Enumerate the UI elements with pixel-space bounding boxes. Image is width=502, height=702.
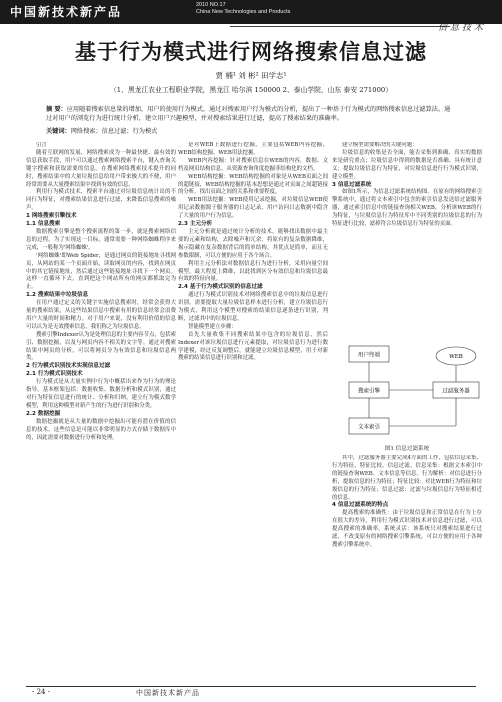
figure-caption: 图1 信息过滤系统 [384,446,430,452]
body-paragraph: 在用户通过定义的关键字实施信息搜索时，经常会获得大量的搜索结果，从这些结果信息中搜索有用的信息经常会浪费用户大量的时间和精力。对于用户来说，没有利用价值的信息可以认为是无效搜索信息，我们称之为垃圾信息。 [26,300,176,330]
body-paragraph: 利用主元分析法对数据信息行为进行分析，采用向量空间模型，最大程度上降维，以此找到区分有效信息和垃圾信息最有效的特征向量。 [178,260,328,283]
keywords-text: 网络搜索；信息过滤；行为模式 [70,128,158,135]
body-paragraph: 数据搜索引擎是整个搜索流程的第一步，就是搜索网络信息的过程。为了实现这一目标，通常需要一种网络蜘蛛程序来完成，一般称为'网络蜘蛛'。 [26,228,176,251]
text-column-1 [26,142,176,674]
keywords-label: 关键词： [46,128,71,135]
page-number: - 24 - [32,688,51,696]
section-heading: 3 信息过滤系统 [332,181,372,188]
article-affiliations: （1、黑龙江农业工程职业学院，黑龙江 哈尔滨 150000 2、泰山学院，山东 泰安 271000） [109,86,393,94]
header-rule [230,26,450,27]
section-heading: 2.4 基于行为模式识别的信息过滤 [178,284,263,291]
section-heading: 2.1 行为模式识别技术 [26,371,83,378]
diagram-label-terminal: 用户终端 [357,352,381,359]
section-heading: 2 行为模式识别技术实现信息过滤 [26,363,111,370]
issue-meta [196,2,290,16]
body-paragraph: 主元分析就是通过统计分析的技术，能够找出数据中最主要的元素和结构，去除噪声和冗余，将原有的复杂数据降维，揭示隐藏在复杂数据背后的简单结构。其优点是简单，而且无参数限制，可以方便的应用于各个场合。 [178,228,328,259]
section-heading: 4 信息过滤系统的特点 [332,502,389,509]
section-heading: 1.1 信息搜索 [26,221,61,228]
abstract-text: 应用随着搜索信息量的增加，用户的使用行为模式，通过对搜索用户行为模式的分析，提出了一种基于行为模式的网络搜索信息过滤算法。通过对用户的浏览行为进行统计分析，建立用户兴趣模型，并对搜索结果进行过滤，提高了搜索结果的准确率。 [46,106,451,122]
body-paragraph: 利用行为模式技术，搜索平台通过对垃圾信息统计出的不同行为特征，对搜索结果信息进行过滤，来降低信息搜索的噪声。 [26,189,176,212]
body-paragraph: 随着互联网的发展，网络搜索成为一种最快捷、最有效的信息获取手段，用户可以通过搜索网络搜索平台，键入查询关键字搜索和获取需要的信息。在搜索网络搜索技术提升的同时，搜索结果中的大量垃圾信息给用户带来极大的不便，用户经常需要从大量搜索结果中找到有效的信息。 [26,149,176,188]
journal-english-title: China New Technologies and Products [196,9,291,15]
abstract [46,105,456,123]
section-heading: 2.3 主元分析 [178,221,213,228]
body-paragraph: 垃圾信息的收集是否全面，能否采集到准确、真实的数据来是研究重点；垃圾信息中得到的数据是否准确、具有统计意义；提取垃圾信息行为特征，对垃圾信息进行行为模式识别，建立模型。 [332,149,482,180]
body-paragraph: WEB内容挖掘：针对搜索信息在WEB的内容，数据、文档及网页结构信息，从资源查询角度挖掘非结构化的文档。 [178,157,328,172]
body-paragraph: 搜索引擎Indexer认为是处理信息的主要内容节点，包括索引、数据挖掘，以及与网页内容不相关的文字等。通过对搜索结果中网页的分析，可以将网页分为有效信息和垃圾信息两类。 [26,331,176,362]
section-heading: 1.2 搜索结果中垃圾信息 [26,292,89,299]
body-paragraph: 引言 [36,142,47,148]
body-paragraph: 是对WEB上数据进行挖掘，主要包括WEB内容挖掘、WEB结构挖掘、WEB用法挖掘。 [178,142,328,156]
journal-title: 中国新技术新产品 [10,5,123,19]
body-paragraph: 其中，过滤服务器主要完成4方面的工作，包括信息采集、行为特征、特征比较、信息过滤。信息采集：根据文本索引中的链接查询WEB。文本信息等信息。行为解析：对信息进行分析，提取信息的行为特征；特征比较：对比WEB行为特征和垃圾信息的行为特征；信息过滤：过滤与垃圾信息行为特征相近的信息。 [332,455,482,501]
body-paragraph: 智能模型建立步骤： [188,323,237,330]
section-heading: 1 网络搜索引擎技术 [26,213,77,220]
body-paragraph: 行为模式是从大量实例中行为中概括出来作为行为的理论指导，基本框架包括：数据收集、数据分析和模式识别，通过对行为特征信息进行的统计、分析和归纳，建立行为模式数学模型，利用这种模型对新产生的行为进行识别和分类。 [26,379,176,409]
body-paragraph: 如图1所示，为信息过滤系统结构图。在原有的网络搜索引擎系统中，通过将文本索引中包含的索引信息发送给过滤服务器，通过索引信息中的链接查询相关WEB，分析该WEB的行为特征，与垃圾信息行为特征库中不同类别的垃圾信息的行为特征进行比较，滤掉符合垃圾信息行为特征的页面。 [332,189,482,228]
body-paragraph: 通过行为模式识别技术对网络搜索信息中的垃圾信息进行识别。需要提取大量垃圾信息样本进行分析，建立垃圾信息行为模式，利用这个模型对搜索的结果信息逐条进行识别，判断，过滤其中的垃圾信息。 [178,292,328,322]
footer-rule [26,686,476,687]
section-heading: 2.2 数据挖掘 [26,410,61,417]
article-authors: 贾 楠¹ 刘 彬² 田学志¹ [215,71,287,80]
issue-number: 2010 NO.17 [196,2,226,8]
body-paragraph: '网络蜘蛛'即Web Spider，是通过网页的链接地址寻找网页，从网站的某一个页面开始，读取网页的内容，找到在网页中的其它链接地址，然后通过这些链接地址寻找下一个网页。这样一直循环下去，直到把这个网站所有的网页都抓取完为止。 [26,252,176,291]
article-title: 基于行为模式进行网络搜索信息过滤 [75,40,427,64]
body-paragraph: 数据挖掘就是从大量的数据中挖掘出可能有潜在价值的信息的技术。这些信息是可能以非常明显的方式存储于数据库中的，因此需要对数据进行分析和处理。 [26,418,176,441]
text-column-2 [178,142,328,674]
footer-journal-name: 中国新技术新产品 [136,689,200,697]
abstract-label: 摘 要： [46,106,67,113]
body-paragraph: 提高搜索的准确性：由于垃圾信息和正常信息在行为上存在很大的差异，利用行为模式识别技术对信息进行过滤，可以提高搜索的准确率。系统灵活：该系统只对搜索结果进行过滤，不改变原有的网络搜索引擎系统，可以方便的应用于各种搜索引擎系统中。 [332,510,482,548]
body-paragraph: 首先大量收集不同搜索结果中包含的垃圾信息，然后Indexer对该垃圾信息进行元素提取，对垃圾信息行为进行数学建模，经过反复调整后，就能建立垃圾信息模型，用于对新搜索的结果信息进行识别和过滤。 [178,331,328,362]
body-paragraph: 建立模型需要解决的关键问题： [342,142,418,148]
body-paragraph: WEB结构挖掘：WEB结构挖掘的对象是从WEB页面之间的超链接，WEB结构挖掘的基本思想是通过对页面之间超链接的分析，找出页面之间的关系和重要程度。 [178,173,328,196]
body-paragraph: WEB用法挖掘：WEB使用记录挖掘，对垃圾信息WEB使用记录数据源于服务器的日志记录，用户访问日志数据中隐含了大量的用户行为信息。 [178,197,328,220]
page-footer [0,682,502,702]
text-column-3-bottom [332,455,482,674]
diagram-label-engine: 搜索引擎 [357,388,381,395]
section-label: 信息技术 [437,23,486,33]
system-diagram [345,342,485,440]
diagram-label-filter: 过滤服务器 [442,388,470,395]
keywords [46,126,456,135]
text-column-3-top [332,142,482,337]
diagram-label-index: 文本索引 [357,424,381,431]
diagram-label-web: WEB [449,354,463,360]
journal-header [0,0,502,33]
